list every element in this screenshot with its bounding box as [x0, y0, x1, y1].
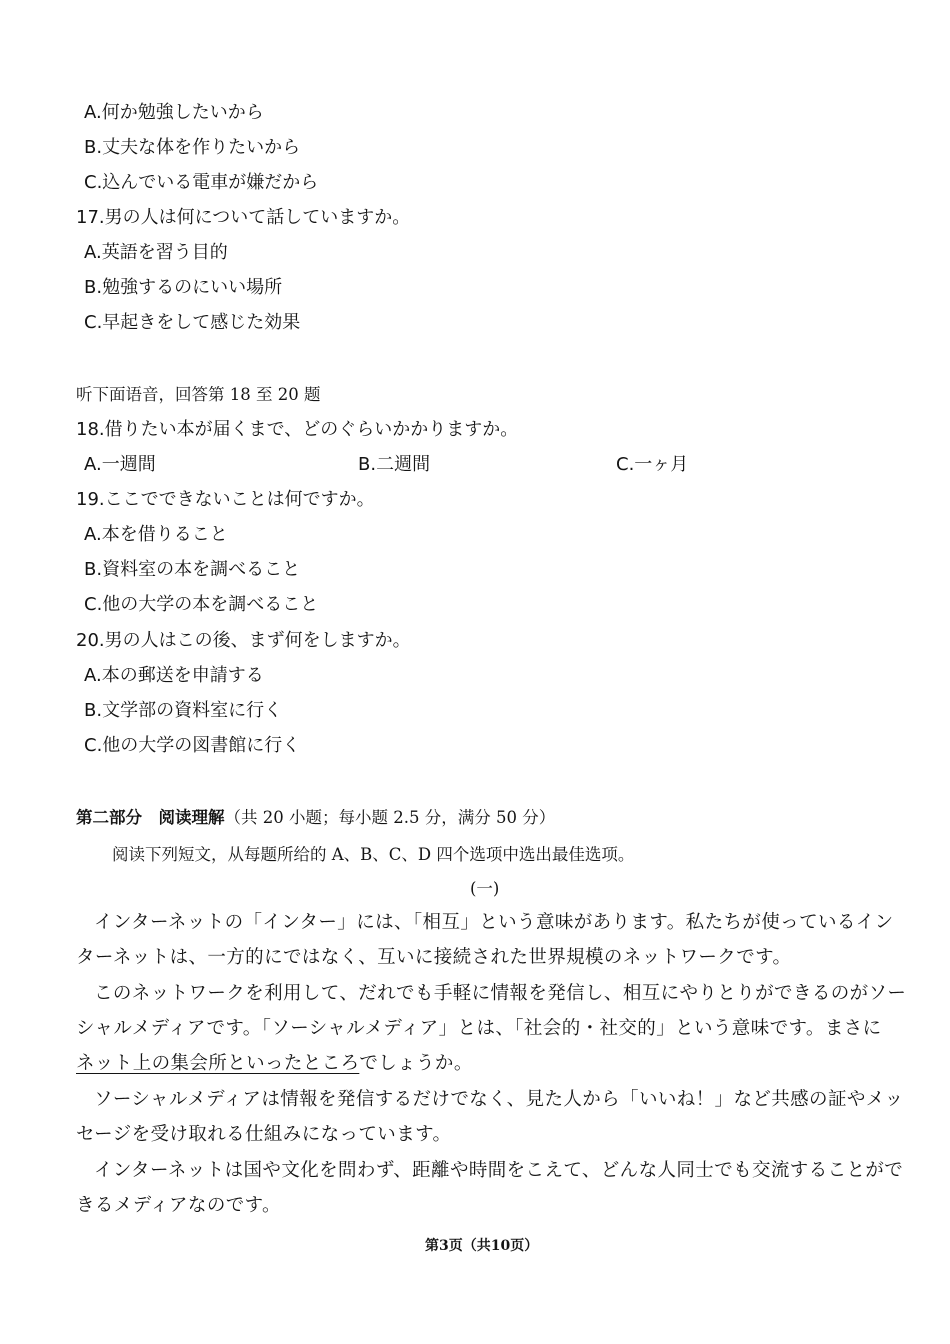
- q20-question: 20.男の人はこの後、まず何をしますか。: [76, 630, 411, 651]
- q17-option-b: B.勉強するのにいい場所: [84, 277, 283, 298]
- q16-option-a: A.何か勉強したいから: [84, 102, 264, 123]
- section2-header: [76, 805, 555, 831]
- passage-line-1: インターネットの「インター」には、「相互」という意味があります。私たちが使っているイン: [94, 912, 894, 933]
- q19-option-a: A.本を借りること: [84, 524, 228, 545]
- q19-option-b: B.資料室の本を調べること: [84, 559, 301, 580]
- section2-scoring: （共 20 小题；每小题 2.5 分，满分 50 分）: [224, 808, 556, 827]
- passage-line-5-rest: でしょうか。: [359, 1053, 473, 1074]
- passage-number: (一): [470, 879, 500, 898]
- passage-line-4: シャルメディアです。「ソーシャルメディア」とは、「社会的・社交的」という意味です。まさに: [76, 1018, 882, 1039]
- q17-question: 17.男の人は何について話していますか。: [76, 207, 411, 228]
- passage-line-7: セージを受け取れる仕組みになっています。: [76, 1124, 452, 1145]
- passage-line-9: きるメディアなのです。: [76, 1195, 281, 1216]
- q20-option-b: B.文学部の資料室に行く: [84, 700, 283, 721]
- page-footer: 第3页（共10页）: [425, 1238, 539, 1254]
- reading-instruction: 阅读下列短文，从每题所给的 A、B、C、D 四个选项中选出最佳选项。: [112, 845, 635, 864]
- passage-line-5: [76, 1051, 473, 1077]
- q18-option-c: C.一ヶ月: [616, 454, 689, 475]
- q16-option-c: C.込んでいる電車が嫌だから: [84, 172, 319, 193]
- q18-option-b: B.二週間: [358, 454, 431, 475]
- q20-option-c: C.他の大学の図書館に行く: [84, 735, 301, 756]
- underlined-phrase: ネット上の集会所といったところ: [76, 1053, 360, 1074]
- q18-question: 18.借りたい本が届くまで、どのぐらいかかりますか。: [76, 419, 519, 440]
- passage-line-8: インターネットは国や文化を問わず、距離や時間をこえて、どんな人同士でも交流することがで: [94, 1160, 904, 1181]
- q19-option-c: C.他の大学の本を調べること: [84, 594, 319, 615]
- q18-option-a: A.一週間: [84, 454, 156, 475]
- q17-option-c: C.早起きをして感じた効果: [84, 312, 301, 333]
- q16-option-b: B.丈夫な体を作りたいから: [84, 137, 301, 158]
- passage-line-6: ソーシャルメディアは情報を発信するだけでなく、見た人から「いいね！」など共感の証やメッ: [94, 1089, 904, 1110]
- section2-title: 第二部分 阅读理解: [76, 808, 225, 827]
- passage-line-2: ターネットは、一方的にではなく、互いに接続された世界規模のネットワークです。: [76, 947, 792, 968]
- q19-question: 19.ここでできないことは何ですか。: [76, 489, 375, 510]
- listening-instruction: 听下面语音，回答第 18 至 20 题: [76, 385, 321, 404]
- passage-line-3: このネットワークを利用して、だれでも手軽に情報を発信し、相互にやりとりができるのがソー: [94, 983, 907, 1004]
- q17-option-a: A.英語を習う目的: [84, 242, 228, 263]
- q20-option-a: A.本の郵送を申請する: [84, 665, 264, 686]
